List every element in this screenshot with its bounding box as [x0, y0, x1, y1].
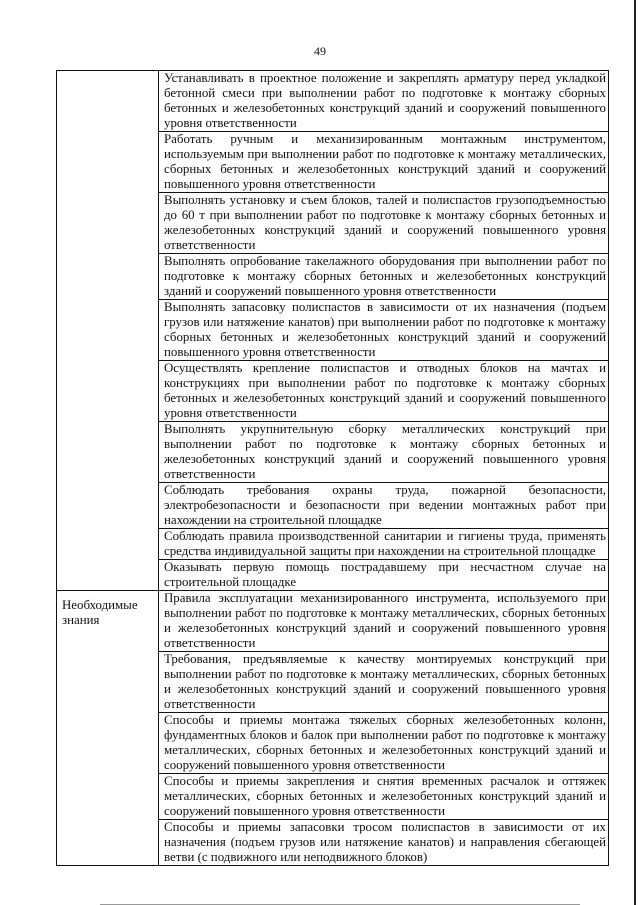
page-number: 49 — [314, 44, 326, 58]
skill-item: Соблюдать требования охраны труда, пожарной безопасности, электробезопасности и безопасности при ведении монтажных работ при нахождении на строительной площадке — [159, 483, 609, 529]
skill-item: Выполнять установку и съем блоков, талей и полиспастов грузоподъемностью до 60 т при выполнении работ по подготовке к монтажу сборных бетонных и железобетонных конструкций зданий и сооружений повышенного уровня ответственности — [159, 193, 609, 254]
skill-item: Оказывать первую помощь пострадавшему при несчастном случае на строительной площадке — [159, 560, 609, 591]
knowledge-item: Требования, предъявляемые к качеству монтируемых конструкций при выполнении работ по подготовке к монтажу металлических, сборных бетонных и железобетонных конструкций зданий и сооружений повышенного уровня ответственности — [159, 652, 609, 713]
knowledge-item: Способы и приемы запасовки тросом полиспастов в зависимости от их назначения (подъем грузов или натяжение канатов) и направления сбегающей ветви (с подвижного или неподвижного блоков) — [159, 820, 609, 866]
knowledge-item: Правила эксплуатации механизированного инструмента, используемого при выполнении работ по подготовке к монтажу металлических, сборных бетонных и железобетонных конструкций зданий и сооружений повышенного уровня ответственности — [159, 591, 609, 652]
skills-label-cell — [57, 71, 159, 591]
skill-item: Выполнять опробование такелажного оборудования при выполнении работ по подготовке к монтажу сборных бетонных и железобетонных конструкций зданий и сооружений повышенного уровня ответственности — [159, 254, 609, 300]
competency-table — [56, 70, 609, 866]
skill-item: Выполнять запасовку полиспастов в зависимости от их назначения (подъем грузов или натяжение канатов) при выполнении работ по подготовке к монтажу сборных бетонных и железобетонных конструкций зданий и сооружений повышенного уровня ответственности — [159, 300, 609, 361]
table-row — [57, 71, 609, 132]
skill-item: Выполнять укрупнительную сборку металлических конструкций при выполнении работ по подготовке к монтажу сборных бетонных и железобетонных конструкций зданий и сооружений повышенного уровня ответственности — [159, 422, 609, 483]
skill-item: Устанавливать в проектное положение и закреплять арматуру перед укладкой бетонной смеси при выполнении работ по подготовке к монтажу сборных бетонных и железобетонных конструкций зданий и сооружений повышенного уровня ответственности — [159, 71, 609, 132]
skill-item: Работать ручным и механизированным монтажным инструментом, используемым при выполнении работ по подготовке к монтажу металлических, сборных бетонных и железобетонных конструкций зданий и сооружений повышенного уровня ответственности — [159, 132, 609, 193]
knowledge-label: Необходимые знания — [57, 591, 159, 866]
table-row — [57, 591, 609, 652]
skill-item: Осуществлять крепление полиспастов и отводных блоков на мачтах и конструкциях при выполнении работ по подготовке к монтажу сборных бетонных и железобетонных конструкций зданий и сооружений повышенного уровня ответственности — [159, 361, 609, 422]
knowledge-item: Способы и приемы монтажа тяжелых сборных железобетонных колонн, фундаментных блоков и балок при выполнении работ по подготовке к монтажу металлических, сборных бетонных и железобетонных конструкций зданий и сооружений повышенного уровня ответственности — [159, 713, 609, 774]
knowledge-item: Способы и приемы закрепления и снятия временных расчалок и оттяжек металлических, сборных бетонных и железобетонных конструкций зданий и сооружений повышенного уровня ответственности — [159, 774, 609, 820]
scan-edge-line — [634, 0, 636, 905]
skill-item: Соблюдать правила производственной санитарии и гигиены труда, применять средства индивидуальной защиты при нахождении на строительной площадке — [159, 529, 609, 560]
